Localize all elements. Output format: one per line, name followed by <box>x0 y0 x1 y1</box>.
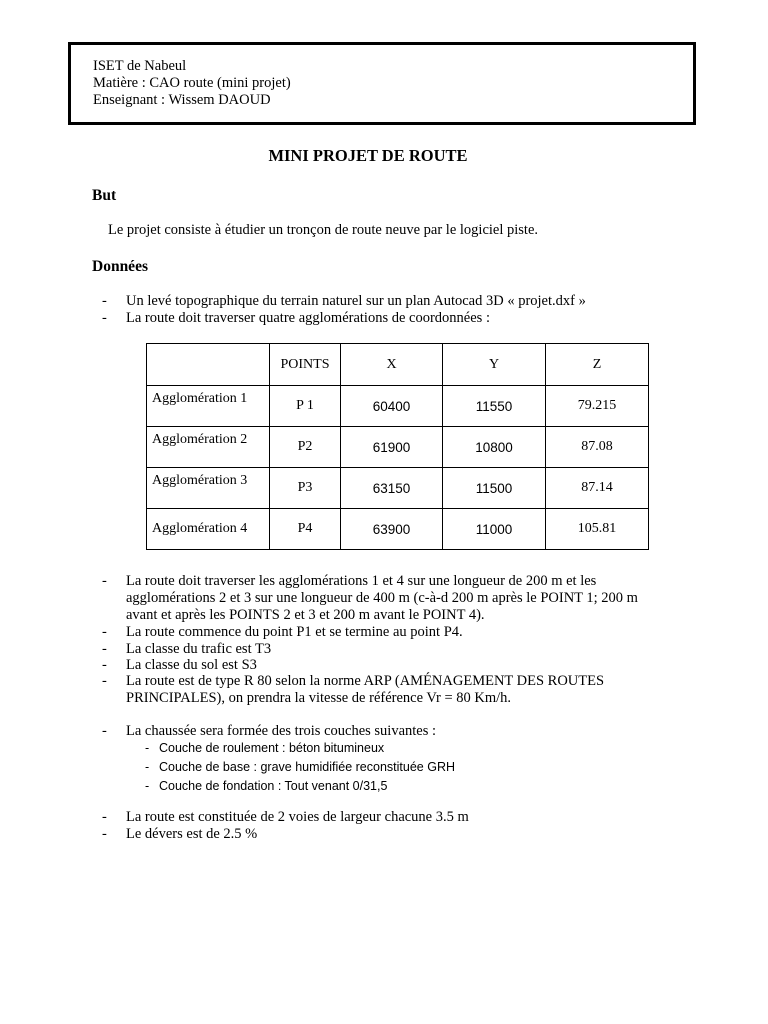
list-item-text: La classe du sol est S3 <box>126 657 257 673</box>
sub-list-item <box>145 779 387 793</box>
table-cell: Agglomération 3 <box>147 468 270 509</box>
table-cell: 11500 <box>443 468 546 509</box>
bullet-dash: - <box>145 741 150 755</box>
list-item-text: La route commence du point P1 et se termine au point P4. <box>126 624 463 640</box>
bullet-dash: - <box>102 809 107 825</box>
table-header-cell: Y <box>443 344 546 386</box>
sub-list-item <box>145 741 384 755</box>
table-row <box>147 427 649 468</box>
table-row <box>147 509 649 550</box>
bullet-dash: - <box>102 673 107 689</box>
list-item <box>102 573 672 624</box>
table-cell: 105.81 <box>546 509 649 550</box>
list-item <box>102 641 672 658</box>
table-row <box>147 386 649 427</box>
table-header-cell: POINTS <box>270 344 341 386</box>
table-cell: 63900 <box>341 509 443 550</box>
bullet-dash: - <box>102 826 107 842</box>
bullet-dash: - <box>145 760 150 774</box>
table-header-cell <box>147 344 270 386</box>
list-item <box>102 310 672 327</box>
bullet-dash: - <box>102 293 107 309</box>
teacher-line: Enseignant : Wissem DAOUD <box>93 92 271 108</box>
section-heading-but: But <box>92 187 117 204</box>
list-item <box>102 657 672 674</box>
list-item-text: La route doit traverser les agglomérations 1 et 4 sur une longueur de 200 m et les agglomérations 2 et 3 sur une longueur de 400 m (c-à-d 200 m après le POINT 1; 200 m avant et après les POINTS 2 et 3 et 200 m avant le POINT 4). <box>126 573 638 623</box>
table-cell: 60400 <box>341 386 443 427</box>
table-header-row <box>147 344 649 386</box>
list-item-text: La route est constituée de 2 voies de largeur chacune 3.5 m <box>126 809 469 825</box>
list-item <box>102 826 672 843</box>
bullet-dash: - <box>102 657 107 673</box>
table-cell: 61900 <box>341 427 443 468</box>
but-paragraph: Le projet consiste à étudier un tronçon de route neuve par le logiciel piste. <box>108 222 539 238</box>
coordinates-table <box>146 343 649 550</box>
header-box <box>68 42 696 125</box>
bullet-dash: - <box>102 573 107 589</box>
section-heading-donnees: Données <box>92 258 148 275</box>
subject-line: Matière : CAO route (mini projet) <box>93 75 291 91</box>
table-cell: P2 <box>270 427 341 468</box>
list-item-text: La route doit traverser quatre agglomérations de coordonnées : <box>126 310 490 326</box>
table-cell: P 1 <box>270 386 341 427</box>
table-cell: 79.215 <box>546 386 649 427</box>
list-item-text: La classe du trafic est T3 <box>126 641 272 657</box>
table-cell: P4 <box>270 509 341 550</box>
bullet-dash: - <box>102 641 107 657</box>
page-title: MINI PROJET DE ROUTE <box>268 146 468 165</box>
table-cell: 11000 <box>443 509 546 550</box>
list-item-text: La chaussée sera formée des trois couches suivantes : <box>126 723 437 739</box>
table-cell: Agglomération 4 <box>147 509 270 550</box>
school-name: ISET de Nabeul <box>93 58 187 74</box>
table-cell: Agglomération 2 <box>147 427 270 468</box>
table-header-cell: X <box>341 344 443 386</box>
list-item-text: Un levé topographique du terrain naturel sur un plan Autocad 3D « projet.dxf » <box>126 293 586 309</box>
sub-list-item-text: Couche de fondation : Tout venant 0/31,5 <box>159 779 388 793</box>
sub-list-item-text: Couche de roulement : béton bitumineux <box>159 741 385 755</box>
table-cell: 11550 <box>443 386 546 427</box>
sub-list-item-text: Couche de base : grave humidifiée reconstituée GRH <box>159 760 455 774</box>
table-cell: 87.14 <box>546 468 649 509</box>
list-item <box>102 723 672 740</box>
table-cell: 87.08 <box>546 427 649 468</box>
bullet-dash: - <box>102 310 107 326</box>
list-item <box>102 809 672 826</box>
bullet-dash: - <box>145 779 150 793</box>
table-cell: 10800 <box>443 427 546 468</box>
list-item <box>102 293 672 310</box>
list-item <box>102 624 672 641</box>
sub-list-item <box>145 760 455 774</box>
table-cell: P3 <box>270 468 341 509</box>
list-item-text: Le dévers est de 2.5 % <box>126 826 258 842</box>
bullet-dash: - <box>102 723 107 739</box>
list-item-text: La route est de type R 80 selon la norme ARP (AMÉNAGEMENT DES ROUTES PRINCIPALES), on prendra la vitesse de référence Vr = 80 Km/h. <box>126 673 605 706</box>
table-cell: Agglomération 1 <box>147 386 270 427</box>
bullet-dash: - <box>102 624 107 640</box>
table-header-cell: Z <box>546 344 649 386</box>
table-cell: 63150 <box>341 468 443 509</box>
list-item <box>102 673 672 707</box>
table-row <box>147 468 649 509</box>
